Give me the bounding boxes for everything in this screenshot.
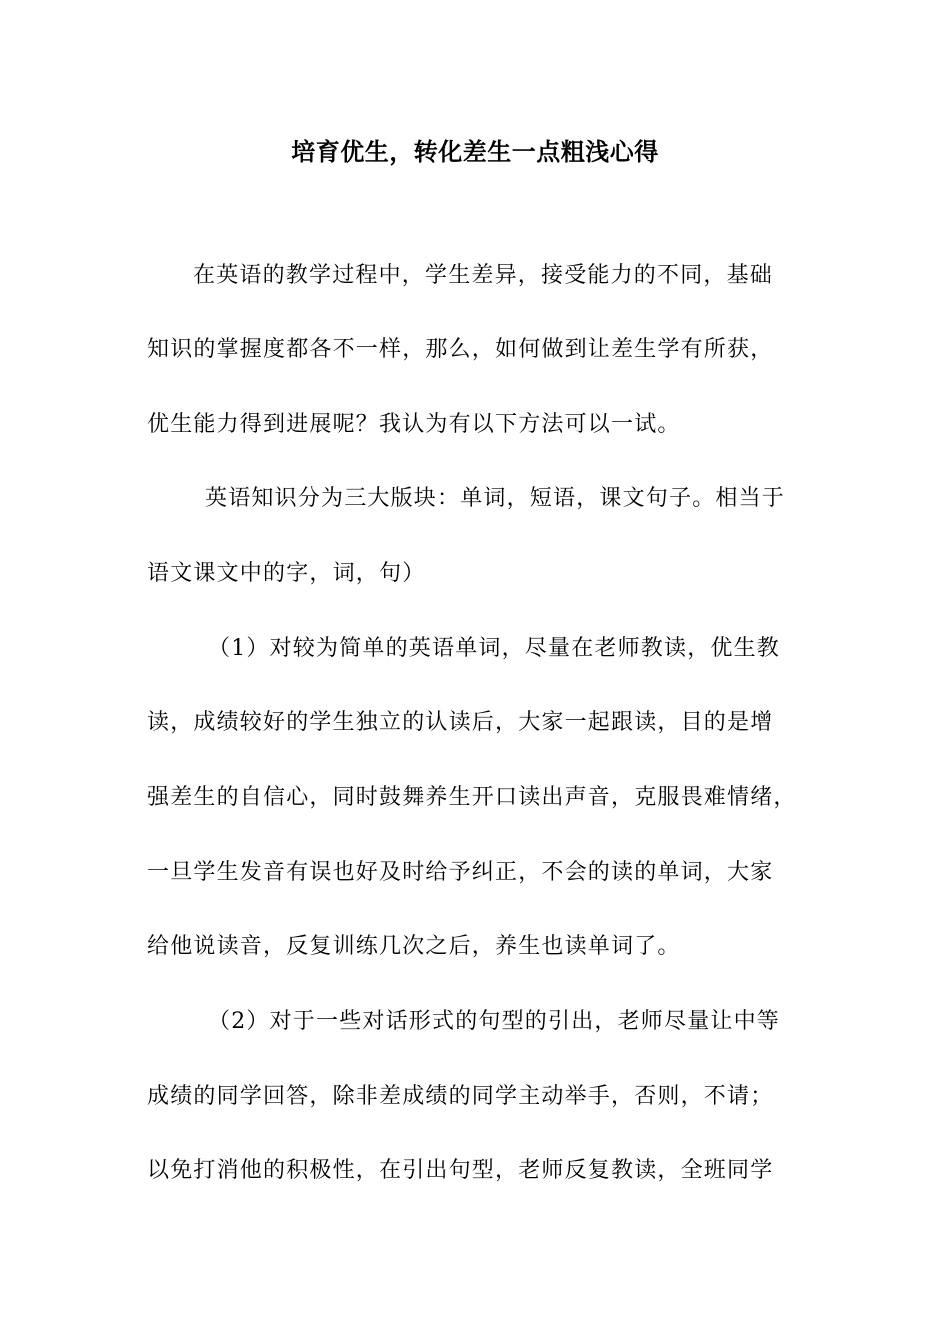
paragraph-line: 知识的掌握度都各不一样，那么，如何做到让差生学有所获， bbox=[147, 337, 774, 362]
page-title: 培育优生，转化差生一点粗浅心得 bbox=[291, 138, 659, 166]
paragraph-line: 以免打消他的积极性，在引出句型，老师反复教读，全班同学 bbox=[147, 1158, 774, 1183]
paragraph-line: 读，成绩较好的学生独立的认读后，大家一起跟读，目的是增 bbox=[147, 710, 774, 735]
paragraph-line: 在英语的教学过程中，学生差异，接受能力的不同，基础 bbox=[193, 263, 774, 288]
paragraph-line: 优生能力得到进展呢？我认为有以下方法可以一试。 bbox=[147, 412, 681, 437]
paragraph-line: 成绩的同学回答，除非差成绩的同学主动举手，否则，不请； bbox=[147, 1084, 774, 1109]
paragraph-line: （1）对较为简单的英语单词，尽量在老师教读，优生教 bbox=[208, 636, 780, 661]
paragraph-line: 语文课文中的字，词，句） bbox=[147, 561, 426, 586]
paragraph-line: 给他说读音，反复训练几次之后，养生也读单词了。 bbox=[147, 934, 681, 959]
paragraph-line: 强差生的自信心，同时鼓舞养生开口读出声音，克服畏难情绪， bbox=[147, 785, 797, 810]
paragraph-line: 英语知识分为三大版块：单词，短语，课文句子。相当于 bbox=[205, 486, 786, 511]
paragraph-line: （2）对于一些对话形式的句型的引出，老师尽量让中等 bbox=[208, 1009, 780, 1034]
paragraph-line: 一旦学生发音有误也好及时给予纠正，不会的读的单词，大家 bbox=[147, 860, 774, 885]
